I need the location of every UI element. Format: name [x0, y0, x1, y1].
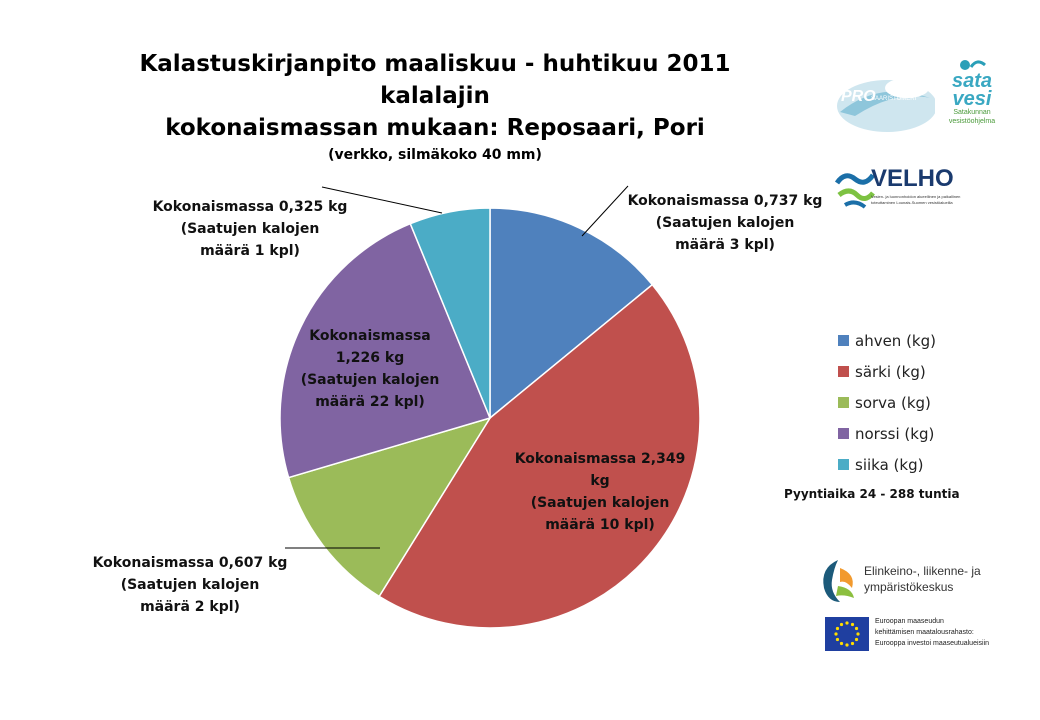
eu-star-icon [845, 643, 848, 646]
eu-star-icon [845, 621, 848, 624]
legend-label: norssi (kg) [855, 424, 935, 443]
legend-item-siika [838, 449, 936, 480]
eu-star-icon [856, 632, 859, 635]
legend-label: siika (kg) [855, 455, 924, 474]
data-label-line: määrä 1 kpl) [200, 243, 300, 259]
data-label-sarki [505, 448, 695, 536]
data-label-norssi [290, 325, 450, 413]
data-label-line: määrä 2 kpl) [140, 599, 240, 615]
chart-title-line1: Kalastuskirjanpito maaliskuu - huhtikuu 2011 kalalajin [139, 51, 731, 109]
velho-logo [835, 165, 1005, 215]
eu-star-icon [851, 642, 854, 645]
data-label-line: (Saatujen kalojen [180, 221, 320, 237]
eu-line2: kehittämisen maatalousrahasto: [875, 629, 974, 636]
eu-star-icon [834, 632, 837, 635]
data-label-line: määrä 22 kpl) [315, 394, 425, 410]
data-label-line: 1,226 kg [335, 350, 405, 366]
data-label-line: (Saatujen kalojen [120, 577, 260, 593]
eu-star-icon [840, 642, 843, 645]
eu-star-icon [840, 623, 843, 626]
eu-star-icon [855, 638, 858, 641]
legend-swatch [838, 397, 849, 408]
data-label-line: kg [590, 473, 610, 489]
pro-saaristomeri-logo [835, 70, 935, 132]
ely-line1: Elinkeino-, liikenne- ja [864, 564, 981, 578]
data-label-line: määrä 3 kpl) [675, 237, 775, 253]
satavesi-line2: vesi [952, 88, 992, 110]
data-label-line: Kokonaismassa 2,349 [514, 451, 686, 467]
data-label-line: (Saatujen kalojen [655, 215, 795, 231]
satavesi-logo [937, 58, 1007, 138]
data-label-line: Kokonaismassa 0,737 kg [627, 193, 823, 209]
eu-star-icon [851, 623, 854, 626]
legend-label: särki (kg) [855, 362, 926, 381]
eu-star-icon [855, 627, 858, 630]
eu-line3: Eurooppa investoi maaseutualueisiin [875, 640, 990, 647]
data-label-line: Kokonaismassa 0,325 kg [152, 199, 348, 215]
eu-star-icon [836, 627, 839, 630]
satavesi-line4: vesistöohjelma [948, 118, 996, 125]
chart-legend [838, 325, 936, 480]
legend-swatch [838, 428, 849, 439]
eu-star-icon [836, 638, 839, 641]
data-label-line: Kokonaismassa [309, 328, 431, 344]
data-label-ahven [620, 190, 830, 256]
legend-label: sorva (kg) [855, 393, 931, 412]
ely-logo [818, 558, 1018, 606]
legend-item-norssi [838, 418, 936, 449]
chart-subtitle: (verkko, silmäkoko 40 mm) [328, 147, 542, 163]
velho-small1: Vesien- ja luonnonhoidon alueellinen ja paikallinen [871, 194, 961, 199]
velho-logo-text: VELHO [871, 165, 954, 192]
data-label-line: (Saatujen kalojen [300, 372, 440, 388]
chart-title-line2: kokonaismassan mukaan: Reposaari, Pori [165, 115, 705, 141]
data-label-line: (Saatujen kalojen [530, 495, 670, 511]
legend-swatch [838, 366, 849, 377]
pro-logo-text: PRO [841, 88, 876, 105]
satavesi-line3: Satakunnan [953, 109, 991, 116]
legend-swatch [838, 459, 849, 470]
eu-line1: Euroopan maaseudun [875, 618, 944, 625]
ely-line2: ympäristökeskus [864, 580, 954, 594]
data-label-line: määrä 10 kpl) [545, 517, 655, 533]
legend-item-sorva [838, 387, 936, 418]
legend-swatch [838, 335, 849, 346]
eu-logo [825, 615, 1020, 655]
legend-label: ahven (kg) [855, 331, 936, 350]
data-label-sorva [90, 552, 290, 618]
legend-item-ahven [838, 325, 936, 356]
data-label-line: Kokonaismassa 0,607 kg [92, 555, 288, 571]
satavesi-line1: sata [951, 70, 993, 92]
data-label-siika [145, 196, 355, 262]
legend-item-sarki [838, 356, 936, 387]
capture-time-note: Pyyntiaika 24 - 288 tuntia [784, 487, 960, 501]
pro-logo-small: SAARISTOMERI [871, 96, 917, 102]
velho-small2: toteuttaminen Lounais-Suomen vesistöalueilla [871, 200, 953, 205]
